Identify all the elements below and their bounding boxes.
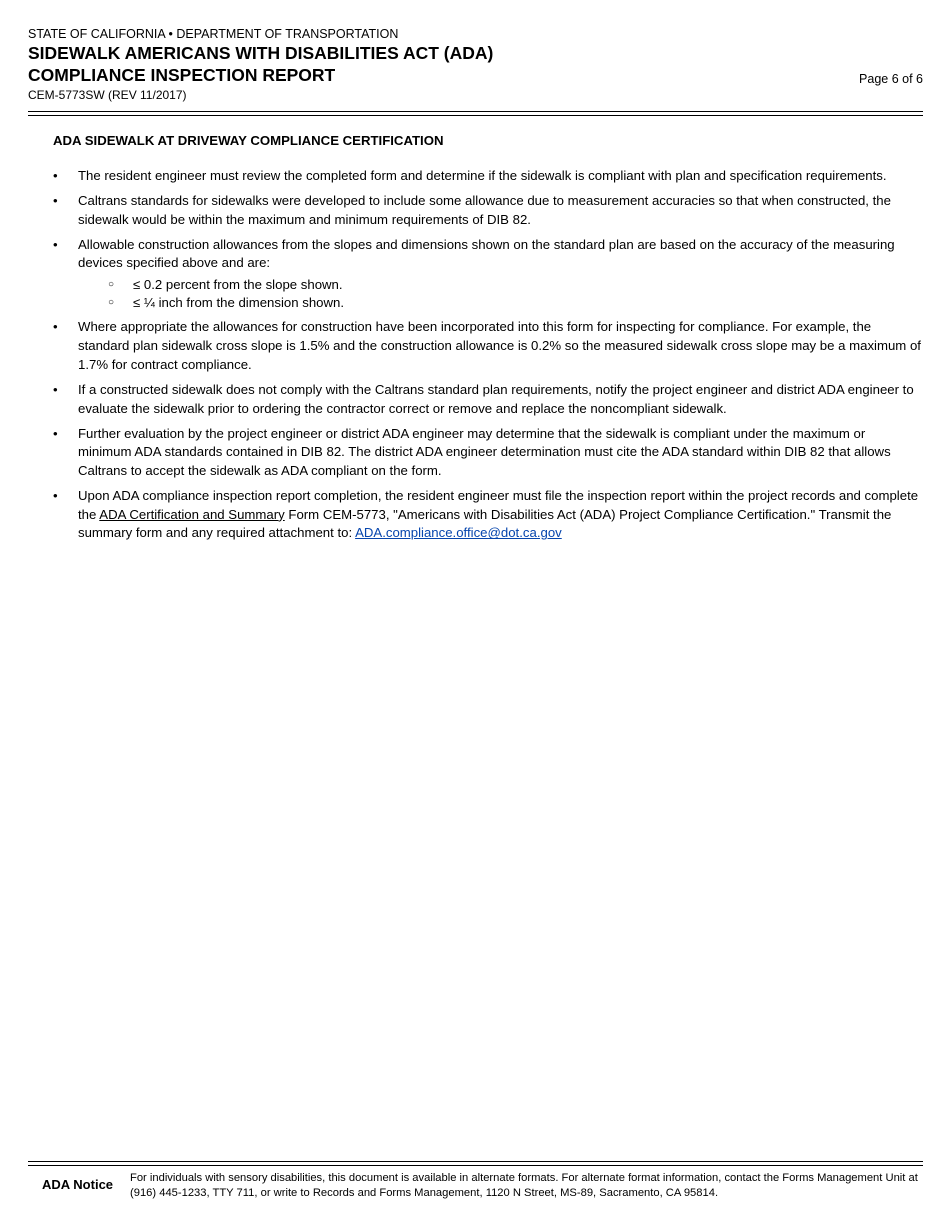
list-item xyxy=(53,318,921,374)
instruction-list xyxy=(53,167,921,543)
header-divider xyxy=(28,111,923,116)
bullet-icon: • xyxy=(53,319,58,335)
list-item-text: If a constructed sidewalk does not comply with the Caltrans standard plan requirements, notify the project engineer and district ADA engineer to evaluate the sidewalk prior to ordering the contractor correct or remove and replace the noncompliant sidewalk. xyxy=(78,381,914,416)
list-item xyxy=(53,487,921,543)
sub-list-item-text: ≤ ¼ inch from the dimension shown. xyxy=(133,295,345,311)
list-item-text: Where appropriate the allowances for construction have been incorporated into this form for inspecting for compliance. For example, the standard plan sidewalk cross slope is 1.5% and the construction allowance is 0.2% so the measured sidewalk cross slope may be a maximum of 1.7% for contract compliance. xyxy=(78,319,921,372)
form-number: CEM-5773SW (REV 11/2017) xyxy=(28,88,187,102)
list-item xyxy=(53,425,921,481)
bullet-icon: • xyxy=(53,193,58,208)
agency-line: STATE OF CALIFORNIA • DEPARTMENT OF TRANSPORTATION xyxy=(28,27,399,41)
list-item-text-part1: Upon ADA compliance inspection report completion, the resident engineer must file the inspection report within the project records and complete the xyxy=(78,487,919,522)
section-title: ADA SIDEWALK AT DRIVEWAY COMPLIANCE CERTIFICATION xyxy=(53,133,444,148)
form-title-line-1: SIDEWALK AMERICANS WITH DISABILITIES ACT (ADA) xyxy=(28,43,494,63)
sub-list-item xyxy=(103,294,921,312)
allowance-sublist xyxy=(78,276,921,312)
list-item xyxy=(53,167,921,186)
form-header xyxy=(28,27,923,103)
certification-section xyxy=(53,133,921,549)
bullet-icon: • xyxy=(53,168,58,183)
page-number: Page 6 of 6 xyxy=(859,72,923,86)
sub-list-item xyxy=(103,276,921,294)
sub-list-item-text: ≤ 0.2 percent from the slope shown. xyxy=(133,277,343,293)
list-item xyxy=(53,381,921,418)
bullet-icon: • xyxy=(53,236,58,252)
bullet-icon: • xyxy=(53,425,58,441)
list-item xyxy=(53,236,921,312)
circle-bullet-icon: ○ xyxy=(108,279,115,291)
ada-certification-form-reference: ADA Certification and Summary xyxy=(99,506,285,522)
list-item-text: The resident engineer must review the completed form and determine if the sidewalk is compliant with plan and specification requirements. xyxy=(78,168,887,183)
list-item xyxy=(53,192,921,229)
list-item-text: Allowable construction allowances from the slopes and dimensions shown on the standard plan are based on the accuracy of the measuring devices specified above and are: xyxy=(78,236,895,271)
bullet-icon: • xyxy=(53,487,58,503)
list-item-text-part2: Form CEM-5773, "Americans with Disabilities Act (ADA) Project Compliance Certification." Transmit the summary form and any required attachment to: xyxy=(78,506,892,541)
form-title-line-2: COMPLIANCE INSPECTION REPORT xyxy=(28,65,336,85)
circle-bullet-icon: ○ xyxy=(108,297,115,309)
ada-compliance-email-link[interactable]: ADA.compliance.office@dot.ca.gov xyxy=(355,525,562,541)
footer-divider xyxy=(28,1161,923,1166)
ada-notice-label: ADA Notice xyxy=(42,1177,114,1192)
bullet-icon: • xyxy=(53,381,58,397)
ada-notice-text: For individuals with sensory disabilities, this document is available in alternate formats. For alternate format information, contact the Forms Management Unit at (916) 445-1233, TTY 711, or write to Records and Forms Management, 1120 N Street, MS-89, Sacramento, CA 95814. xyxy=(130,1172,918,1199)
list-item-text: Further evaluation by the project engineer or district ADA engineer may determine that the sidewalk is compliant under the maximum or minimum ADA standards contained in DIB 82. The district ADA engineer determination must cite the ADA standard within DIB 82 that allows Caltrans to accept the sidewalk as ADA compliant on the form. xyxy=(78,425,891,478)
list-item-text: Caltrans standards for sidewalks were developed to include some allowance due to measurement accuracies so that when constructed, the sidewalk would be within the maximum and minimum requirements of DIB 82. xyxy=(78,193,891,227)
